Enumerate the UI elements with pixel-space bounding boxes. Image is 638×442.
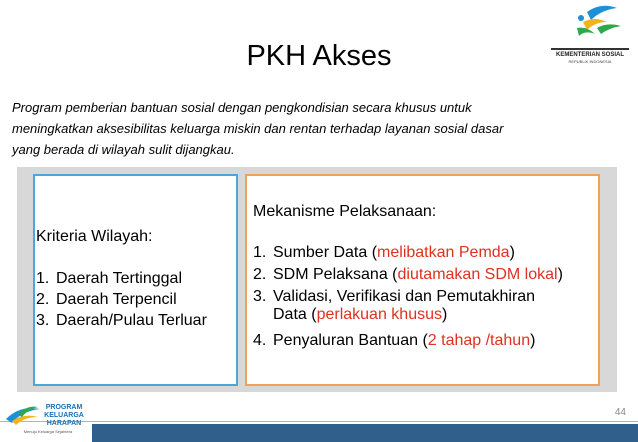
kementerian-sosial-logo — [547, 4, 633, 66]
pkh-text-keluarga: KELUARGA — [44, 412, 84, 419]
footer-divider — [0, 421, 638, 422]
pkh-tagline: Menuju Keluarga Sejahtera — [23, 429, 73, 434]
list-item: 2. SDM Pelaksana (diutamakan SDM lokal) — [253, 266, 563, 283]
description-line: Program pemberian bantuan sosial dengan pengkondisian secara khusus untuk — [12, 100, 472, 115]
page-number: 44 — [614, 407, 626, 418]
ministry-name: KEMENTERIAN SOSIAL — [555, 52, 625, 58]
footer-bar — [92, 424, 638, 442]
kriteria-heading: Kriteria Wilayah: — [36, 228, 153, 245]
pkh-text-program: PROGRAM — [45, 404, 83, 411]
pkh-text-harapan: HARAPAN — [46, 420, 82, 427]
slide-title: PKH Akses — [246, 40, 392, 72]
description-line: yang berada di wilayah sulit dijangkau. — [12, 142, 235, 157]
program-description — [12, 97, 612, 160]
ministry-subtitle: REPUBLIK INDONESIA — [568, 59, 612, 64]
list-item: 3. Daerah/Pulau Terluar — [36, 312, 207, 329]
description-line: meningkatkan aksesibilitas keluarga miskin dan rentan terhadap layanan sosial dasar — [12, 121, 504, 136]
list-item: 2. Daerah Terpencil — [36, 291, 177, 308]
pkh-logo — [2, 397, 94, 437]
mekanisme-list — [253, 244, 563, 354]
mekanisme-heading: Mekanisme Pelaksanaan: — [253, 203, 437, 220]
list-item: 3. Validasi, Verifikasi dan Pemutakhiran Data (perlakuan khusus) — [253, 288, 536, 323]
list-item: 4. Penyaluran Bantuan (2 tahap /tahun) — [253, 332, 536, 349]
list-item: 1. Daerah Tertinggal — [36, 270, 183, 287]
kriteria-list — [36, 270, 207, 333]
list-item: 1. Sumber Data (melibatkan Pemda) — [253, 244, 515, 261]
